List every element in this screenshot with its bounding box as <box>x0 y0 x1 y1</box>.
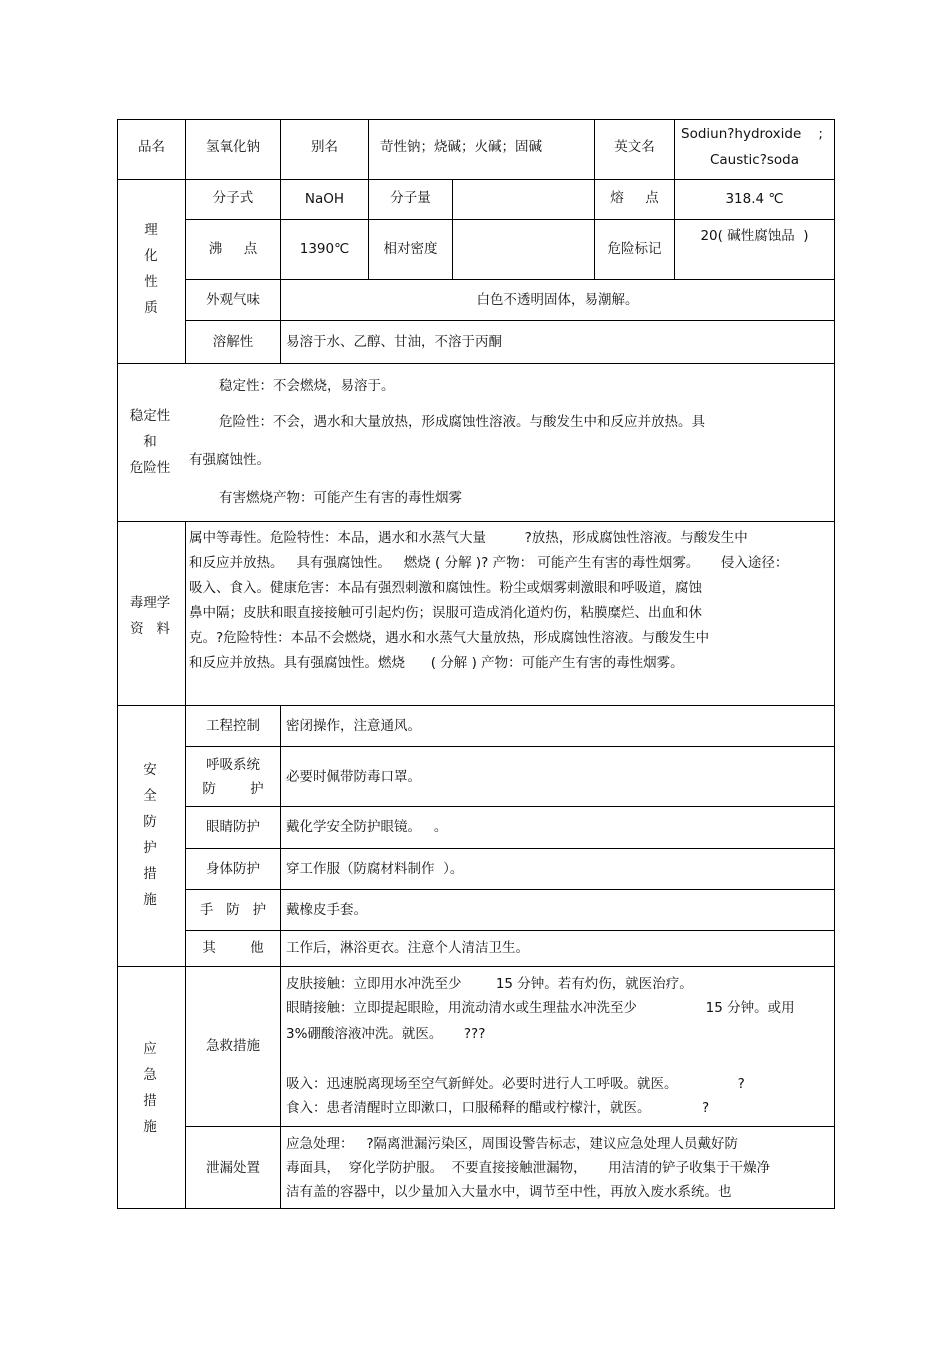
row-divider <box>117 705 835 706</box>
emergency-heading: 应 急 措 施 <box>143 1041 157 1135</box>
english-value-line2: Caustic?soda <box>709 152 800 168</box>
other-label: 其 他 <box>202 940 264 956</box>
respiratory-label-line1: 呼吸系统 <box>206 757 260 773</box>
row-divider <box>117 966 835 967</box>
row-divider <box>185 320 835 321</box>
respiratory-label-line2: 防 护 <box>202 781 264 797</box>
melting-point-label: 熔 点 <box>610 190 659 206</box>
toxicology-line: 吸入、食入。健康危害：本品有强烈刺激和腐蚀性。粉尘或烟雾刺激眼和呼吸道，腐蚀 <box>189 580 702 596</box>
appearance-label: 外观气味 <box>206 292 260 308</box>
hazard-line-cont: 有强腐蚀性。 <box>189 452 270 468</box>
boiling-point-label: 沸 点 <box>208 241 258 257</box>
row-divider <box>185 746 835 747</box>
hazard-line: 危险性：不会，遇水和大量放热，形成腐蚀性溶液。与酸发生中和反应并放热。具 <box>219 414 705 430</box>
leak-handling-line: 洁有盖的容器中，以少量加入大量水中，调节至中性，再放入废水系统。也 <box>286 1184 732 1200</box>
stability-line: 稳定性：不会燃烧，易溶于。 <box>219 378 395 394</box>
toxicology-line: 鼻中隔；皮肤和眼直接接触可引起灼伤；误服可造成消化道灼伤，粘膜糜烂、出血和休 <box>189 605 702 621</box>
toxicology-line: 和反应并放热。具有强腐蚀性。燃烧 ( 分解 ) 产物：可能产生有害的毒性烟雾。 <box>189 655 684 671</box>
table-bottom-border <box>117 1208 835 1209</box>
first-aid-line: 3%硼酸溶液冲洗。就医。 ??? <box>286 1026 486 1042</box>
toxicology-line: 属中等毒性。危险特性：本品，遇水和水蒸气大量 ?放热，形成腐蚀性溶液。与酸发生中 <box>189 530 748 546</box>
name-label: 品名 <box>138 139 165 155</box>
engineering-control-value: 密闭操作，注意通风。 <box>286 718 421 734</box>
first-aid-line: 皮肤接触：立即用水冲洗至少 15 分钟。若有灼伤，就医治疗。 <box>286 976 693 992</box>
row-divider <box>185 1126 835 1127</box>
first-aid-line: 吸入：迅速脱离现场至空气新鲜处。必要时进行人工呼吸。就医。 ? <box>286 1076 745 1092</box>
name-value: 氢氧化钠 <box>206 139 260 155</box>
formula-label: 分子式 <box>212 190 254 206</box>
melting-point-value: 318.4 ℃ <box>725 191 784 207</box>
row-divider <box>117 363 835 364</box>
hazard-mark-value: 20( 碱性腐蚀品 ) <box>700 228 809 244</box>
col-divider <box>452 179 453 280</box>
boiling-point-value: 1390℃ <box>299 241 350 257</box>
physical-properties-heading: 理 化 性 质 <box>144 222 158 316</box>
alias-label: 别名 <box>311 139 338 155</box>
col-divider <box>280 320 281 364</box>
toxicology-line: 克。?危险特性：本品不会燃烧，遇水和水蒸气大量放热，形成腐蚀性溶液。与酸发生中 <box>189 630 710 646</box>
table-right-border <box>834 119 835 1209</box>
safety-heading: 安 全 防 护 措 施 <box>143 762 157 908</box>
combustion-products-line: 有害燃烧产物：可能产生有害的毒性烟雾 <box>219 490 462 506</box>
row-divider <box>185 806 835 807</box>
solubility-label: 溶解性 <box>212 334 254 350</box>
first-aid-label: 急救措施 <box>206 1038 260 1054</box>
row-divider <box>185 219 835 220</box>
table-top-border <box>117 119 835 120</box>
row-divider <box>185 930 835 931</box>
english-value-line1: Sodiun?hydroxide ; <box>681 126 823 142</box>
leak-handling-label: 泄漏处置 <box>206 1160 260 1176</box>
hand-protection-value: 戴橡皮手套。 <box>286 902 367 918</box>
eye-protection-value: 戴化学安全防护眼镜。 。 <box>286 819 448 835</box>
stability-heading: 稳定性 和 危险性 <box>129 408 171 476</box>
hand-protection-label: 手 防 护 <box>199 902 267 918</box>
density-label: 相对密度 <box>383 241 438 257</box>
toxicology-heading: 毒理学 资 料 <box>129 595 171 637</box>
col-divider <box>280 705 281 1209</box>
other-value: 工作后，淋浴更衣。注意个人清洁卫生。 <box>286 940 529 956</box>
first-aid-line: 食入：患者清醒时立即漱口，口服稀释的醋或柠檬汁，就医。 ? <box>286 1100 710 1116</box>
alias-value: 苛性钠；烧碱；火碱；固碱 <box>380 139 542 155</box>
row-divider <box>185 848 835 849</box>
hazard-mark-label: 危险标记 <box>607 241 662 257</box>
molecular-weight-label: 分子量 <box>390 190 431 206</box>
leak-handling-line: 应急处理： ?隔离泄漏污染区，周围设警告标志，建议应急处理人员戴好防 <box>286 1136 739 1152</box>
english-label: 英文名 <box>614 139 655 155</box>
body-protection-label: 身体防护 <box>206 861 260 877</box>
formula-value: NaOH <box>304 191 345 207</box>
engineering-control-label: 工程控制 <box>206 718 260 734</box>
eye-protection-label: 眼睛防护 <box>206 819 260 835</box>
appearance-value: 白色不透明固体，易潮解。 <box>476 292 639 308</box>
toxicology-line: 和反应并放热。 具有强腐蚀性。 燃烧 ( 分解 )? 产物： 可能产生有害的毒性烟雾。 侵入途径： <box>189 555 789 571</box>
body-protection-value: 穿工作服（防腐材料制作 ）。 <box>286 861 464 877</box>
first-aid-line: 眼睛接触：立即提起眼睑，用流动清水或生理盐水冲洗至少 15 分钟。或用 <box>286 1000 795 1016</box>
leak-handling-line: 毒面具， 穿化学防护服。 不要直接接触泄漏物， 用洁清的铲子收集于干燥净 <box>286 1160 771 1176</box>
row-divider <box>117 521 835 522</box>
respiratory-value: 必要时佩带防毒口罩。 <box>286 769 421 785</box>
row-divider <box>185 279 835 280</box>
row-divider <box>117 179 835 180</box>
solubility-value: 易溶于水、乙醇、甘油，不溶于丙酮 <box>286 334 502 350</box>
row-divider <box>185 889 835 890</box>
